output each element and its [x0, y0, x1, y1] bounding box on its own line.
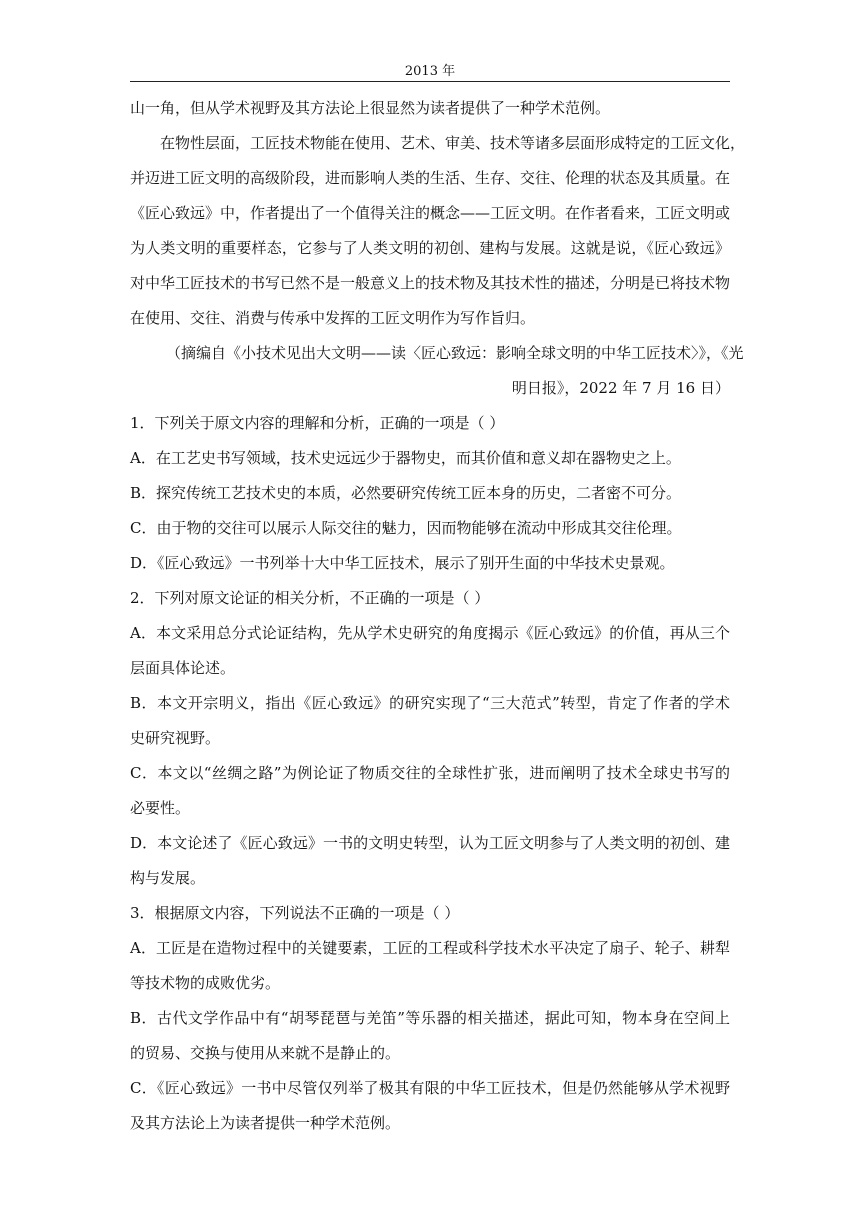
question-2 [130, 588, 730, 888]
passage-line: 《匠心致远》中，作者提出了一个值得关注的概念——工匠文明。在作者看来，工匠文明或 [130, 204, 731, 222]
question-stem: 3．根据原文内容，下列说法不正确的一项是（ ） [130, 904, 460, 922]
option-c-continued: 及其方法论上为读者提供一种学术范例。 [130, 1114, 401, 1132]
passage [130, 98, 746, 398]
header-rule [130, 81, 730, 82]
passage-line: 在物性层面，工匠技术物能在使用、艺术、审美、技术等诸多层面形成特定的工匠文化， [160, 134, 746, 152]
option-a-continued: 等技术物的成败优劣。 [130, 974, 281, 992]
option-d: D．《匠心致远》一书列举十大中华工匠技术，展示了别开生面的中华技术史景观。 [130, 554, 675, 572]
option-b: B．本文开宗明义，指出《匠心致远》的研究实现了“三大范式”转型，肯定了作者的学术 [130, 694, 730, 712]
passage-line: 对中华工匠技术的书写已然不是一般意义上的技术物及其技术性的描述，分明是已将技术物 [130, 274, 731, 292]
document-body [130, 98, 746, 1148]
option-b: B．古代文学作品中有“胡琴琵琶与羌笛”等乐器的相关描述，据此可知，物本身在空间上 [130, 1009, 730, 1027]
passage-line: 为人类文明的重要样态，它参与了人类文明的初创、建构与发展。这就是说，《匠心致远》 [130, 239, 730, 257]
question-stem: 1．下列关于原文内容的理解和分析，正确的一项是（ ） [130, 414, 505, 432]
passage-line: 山一角，但从学术视野及其方法论上很显然为读者提供了一种学术范例。 [130, 99, 611, 117]
passage-line: 并迈进工匠文明的高级阶段，进而影响人类的生活、生存、交往、伦理的状态及其质量。在 [130, 169, 731, 187]
question-3 [130, 903, 730, 1133]
option-c: C．由于物的交往可以展示人际交往的魅力，因而物能够在流动中形成其交往伦理。 [130, 519, 682, 537]
question-1 [130, 413, 730, 573]
option-a: A．本文采用总分式论证结构，先从学术史研究的角度揭示《匠心致远》的价值，再从三个 [130, 624, 730, 642]
option-d: D．本文论述了《匠心致远》一书的文明史转型，认为工匠文明参与了人类文明的初创、建 [130, 834, 730, 852]
option-b: B．探究传统工艺技术史的本质，必然要研究传统工匠本身的历史，二者密不可分。 [130, 484, 682, 502]
option-d-continued: 构与发展。 [130, 869, 206, 887]
option-a-continued: 层面具体论述。 [130, 659, 236, 677]
passage-line: 在使用、交往、消费与传承中发挥的工匠文明作为写作旨归。 [130, 309, 536, 327]
citation-continued: 明日报》，2022 年 7 月 16 日） [511, 379, 730, 397]
option-c: C．《匠心致远》一书中尽管仅列举了极其有限的中华工匠技术，但是仍然能够从学术视野 [130, 1079, 730, 1097]
option-b-continued: 的贸易、交换与使用从来就不是静止的。 [130, 1044, 401, 1062]
option-a: A．在工艺史书写领域，技术史远远少于器物史，而其价值和意义却在器物史之上。 [130, 449, 681, 467]
question-stem: 2．下列对原文论证的相关分析，不正确的一项是（ ） [130, 589, 490, 607]
option-c: C．本文以“丝绸之路”为例论证了物质交往的全球性扩张，进而阐明了技术全球史书写的 [130, 764, 730, 782]
option-b-continued: 史研究视野。 [130, 729, 221, 747]
citation: （摘编自《小技术见出大文明——读〈匠心致远：影响全球文明的中华工匠技术〉》，《光 [166, 344, 744, 362]
option-a: A．工匠是在造物过程中的关键要素，工匠的工程或科学技术水平决定了扇子、轮子、耕犁 [130, 939, 730, 957]
page-header: 2013 年 [404, 64, 456, 79]
option-c-continued: 必要性。 [130, 799, 191, 817]
